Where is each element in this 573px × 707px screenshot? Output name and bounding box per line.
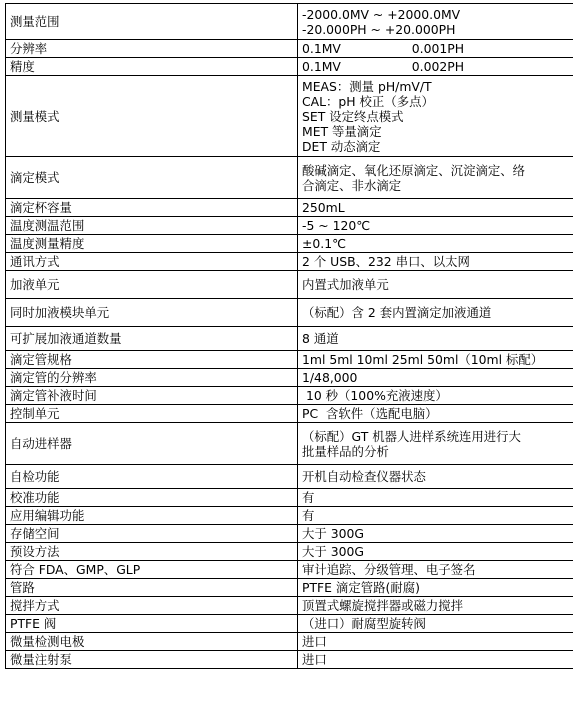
spec-value-line: 250mL [302, 200, 345, 215]
spec-row [6, 543, 573, 561]
spec-value-cell [298, 651, 573, 669]
spec-label-cell [6, 76, 298, 157]
spec-value-cell [298, 423, 573, 465]
spec-value-line: 1ml 5ml 10ml 25ml 50ml（10ml 标配） [302, 352, 544, 367]
spec-label: 滴定模式 [10, 170, 60, 185]
spec-value-line: SET 设定终点模式 [302, 108, 404, 124]
spec-label-cell [6, 327, 298, 351]
spec-value-line: ±0.1℃ [302, 236, 347, 251]
spec-label: 可扩展加液通道数量 [10, 331, 122, 346]
spec-value-line: 大于 300G [302, 526, 364, 541]
spec-label: 滴定管规格 [10, 352, 72, 367]
spec-label-cell [6, 58, 298, 76]
spec-row [6, 525, 573, 543]
spec-value-cell [298, 633, 573, 651]
spec-row [6, 76, 573, 157]
spec-row [6, 579, 573, 597]
spec-row [6, 489, 573, 507]
spec-label: 存储空间 [10, 526, 60, 541]
spec-row [6, 507, 573, 525]
spec-value-line: 开机自动检查仪器状态 [302, 469, 426, 484]
spec-value-line: （标配）含 2 套内置滴定加液通道 [302, 305, 492, 320]
spec-label: 控制单元 [10, 406, 60, 421]
spec-label-cell [6, 199, 298, 217]
spec-row [6, 271, 573, 299]
spec-label-cell [6, 543, 298, 561]
spec-value-line: 顶置式螺旋搅拌器或磁力搅拌 [302, 598, 464, 613]
spec-row [6, 405, 573, 423]
spec-value-cell [298, 351, 573, 369]
spec-value-line: CAL：pH 校正（多点） [302, 93, 434, 109]
spec-label: 校准功能 [10, 490, 60, 505]
spec-value-line: （进口）耐腐型旋转阀 [302, 616, 426, 631]
spec-label-cell [6, 579, 298, 597]
spec-value-line: -5 ~ 120℃ [302, 218, 371, 233]
spec-label-cell [6, 4, 298, 40]
spec-label: 微量注射泵 [10, 652, 72, 667]
spec-row [6, 299, 573, 327]
spec-value-cell [298, 561, 573, 579]
spec-value-line: 有 [302, 490, 315, 505]
spec-value-cell [298, 615, 573, 633]
spec-row [6, 253, 573, 271]
spec-label-cell [6, 525, 298, 543]
spec-value-cell [298, 597, 573, 615]
spec-value-line: 批量样品的分析 [302, 443, 389, 459]
spec-label-cell [6, 157, 298, 199]
spec-row [6, 465, 573, 489]
spec-value-line: 8 通道 [302, 331, 339, 346]
spec-value-line: PC 含软件（选配电脑） [302, 406, 438, 421]
spec-label: 测量模式 [10, 108, 60, 124]
spec-label: 符合 FDA、GMP、GLP [10, 562, 141, 577]
spec-value-cell [298, 543, 573, 561]
spec-value-line: -2000.0MV ~ +2000.0MV [302, 6, 461, 22]
spec-value-cell [298, 579, 573, 597]
spec-label: 同时加液模块单元 [10, 305, 110, 320]
spec-label-cell [6, 489, 298, 507]
spec-row [6, 387, 573, 405]
spec-value-cell [298, 507, 573, 525]
spec-label-cell [6, 299, 298, 327]
spec-value-line: 酸碱滴定、氧化还原滴定、沉淀滴定、络 [302, 162, 526, 178]
spec-value-cell [298, 157, 573, 199]
spec-value-cell [298, 299, 573, 327]
spec-row [6, 235, 573, 253]
spec-row [6, 327, 573, 351]
spec-label: 加液单元 [10, 277, 60, 292]
spec-label-cell [6, 597, 298, 615]
spec-table [5, 3, 573, 669]
spec-value-line: PTFE 滴定管路(耐腐) [302, 580, 420, 595]
spec-label-cell [6, 561, 298, 579]
spec-label-cell [6, 369, 298, 387]
spec-value-line: DET 动态滴定 [302, 138, 381, 154]
spec-row [6, 369, 573, 387]
spec-value-cell [298, 4, 573, 40]
spec-label-cell [6, 423, 298, 465]
spec-value-cell [298, 387, 573, 405]
spec-label: 应用编辑功能 [10, 508, 85, 523]
spec-value-line: 2 个 USB、232 串口、以太网 [302, 254, 470, 269]
spec-row [6, 615, 573, 633]
spec-value-cell [298, 253, 573, 271]
spec-label: 自检功能 [10, 469, 60, 484]
spec-value-line: 有 [302, 508, 315, 523]
spec-value-cell [298, 369, 573, 387]
spec-value-cell [298, 217, 573, 235]
spec-label: 通讯方式 [10, 254, 60, 269]
spec-label-cell [6, 633, 298, 651]
spec-label-cell [6, 507, 298, 525]
spec-row [6, 597, 573, 615]
spec-label: PTFE 阀 [10, 616, 57, 631]
spec-label-cell [6, 351, 298, 369]
spec-label-cell [6, 235, 298, 253]
spec-label: 测量范围 [10, 14, 60, 29]
spec-label-cell [6, 465, 298, 489]
spec-value-line: 进口 [302, 652, 327, 667]
spec-row [6, 40, 573, 58]
spec-label-cell [6, 651, 298, 669]
spec-value-cell [298, 327, 573, 351]
spec-label: 滴定管补液时间 [10, 388, 97, 403]
spec-value-line: MET 等量滴定 [302, 123, 382, 139]
spec-row [6, 58, 573, 76]
spec-row [6, 633, 573, 651]
spec-label: 分辨率 [10, 41, 48, 56]
spec-value-line: 大于 300G [302, 544, 364, 559]
spec-value-cell [298, 465, 573, 489]
spec-value-line: 1/48,000 [302, 370, 358, 385]
spec-value-cell [298, 525, 573, 543]
spec-label-cell [6, 615, 298, 633]
spec-label: 温度测量精度 [10, 236, 85, 251]
spec-label-cell [6, 405, 298, 423]
spec-value-line: 内置式加液单元 [302, 277, 389, 292]
spec-value-cell [298, 40, 573, 58]
spec-label: 自动进样器 [10, 436, 72, 451]
spec-value-line: 0.1MV 0.001PH [302, 41, 465, 56]
spec-label: 精度 [10, 59, 35, 74]
spec-row [6, 423, 573, 465]
spec-table-body [6, 4, 573, 669]
spec-value-line: -20.000PH ~ +20.000PH [302, 21, 456, 37]
spec-value-cell [298, 199, 573, 217]
spec-value-line: MEAS：测量 pH/mV/T [302, 78, 432, 94]
spec-value-cell [298, 489, 573, 507]
spec-label-cell [6, 217, 298, 235]
spec-value-line: 审计追踪、分级管理、电子签名 [302, 562, 476, 577]
spec-value-cell [298, 76, 573, 157]
spec-label-cell [6, 387, 298, 405]
spec-row [6, 561, 573, 579]
spec-row [6, 651, 573, 669]
spec-label: 搅拌方式 [10, 598, 60, 613]
spec-label-cell [6, 253, 298, 271]
spec-label: 滴定管的分辨率 [10, 370, 97, 385]
spec-value-line: 0.1MV 0.002PH [302, 59, 465, 74]
spec-value-line: 合滴定、非水滴定 [302, 177, 402, 193]
spec-label-cell [6, 40, 298, 58]
spec-value-cell [298, 271, 573, 299]
spec-value-cell [298, 58, 573, 76]
spec-row [6, 217, 573, 235]
spec-value-line: 10 秒（100%充液速度） [302, 388, 448, 403]
spec-value-line: 进口 [302, 634, 327, 649]
spec-row [6, 157, 573, 199]
spec-label: 温度测温范围 [10, 218, 85, 233]
spec-row [6, 4, 573, 40]
spec-label: 滴定杯容量 [10, 200, 72, 215]
spec-label: 微量检测电极 [10, 634, 85, 649]
spec-value-cell [298, 405, 573, 423]
spec-label: 预设方法 [10, 544, 60, 559]
spec-value-line: （标配）GT 机器人进样系统连用进行大 [302, 428, 521, 444]
spec-value-cell [298, 235, 573, 253]
spec-row [6, 199, 573, 217]
spec-label: 管路 [10, 580, 35, 595]
spec-row [6, 351, 573, 369]
spec-label-cell [6, 271, 298, 299]
